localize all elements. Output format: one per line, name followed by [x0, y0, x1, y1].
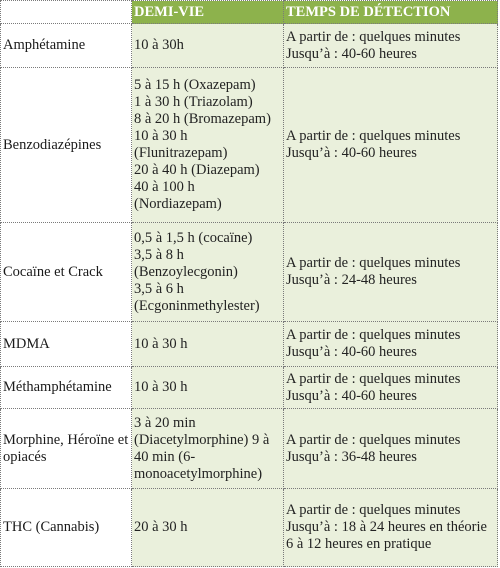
- detection-cell: [284, 68, 498, 223]
- table-row: [1, 24, 498, 68]
- half-life-cell: [132, 68, 284, 223]
- half-life-line: 0,5 à 1,5 h (cocaïne): [134, 229, 253, 246]
- detection-cell: [284, 489, 498, 567]
- detection-line: Jusqu’à : 36-48 heures: [286, 448, 417, 465]
- half-life-cell: [132, 409, 284, 489]
- detection-cell: [284, 367, 498, 409]
- half-life-cell: [132, 322, 284, 367]
- detection-line: Jusqu’à : 40-60 heures: [286, 45, 417, 62]
- half-life-line: 3,5 à 8 h (Benzoylecgonin): [134, 246, 238, 280]
- detection-line: A partir de : quelques minutes: [286, 327, 461, 343]
- detection-line: Jusqu’à : 40-60 heures: [286, 387, 417, 404]
- substance-cell: MDMA: [1, 322, 132, 367]
- table-row: [1, 489, 498, 567]
- detection-line: A partir de : quelques minutes: [286, 255, 461, 271]
- half-life-line: 3,5 à 6 h (Ecgoninmethylester): [134, 280, 260, 314]
- half-life-line: 3 à 20 min (Diacetylmorphine) 9 à 40 min (6-monoacetylmorphine): [134, 414, 270, 482]
- half-life-line: 5 à 15 h (Oxazepam): [134, 77, 256, 93]
- detection-cell: [284, 223, 498, 322]
- table-row: [1, 322, 498, 367]
- table-row: [1, 223, 498, 322]
- substance-cell: Méthamphétamine: [1, 367, 132, 409]
- detection-line: Jusqu’à : 40-60 heures: [286, 145, 417, 161]
- header-substance: [1, 1, 132, 24]
- substance-cell: Benzodiazépines: [1, 68, 132, 223]
- detection-cell: [284, 322, 498, 367]
- half-life-line: 10 à 30h: [134, 37, 184, 53]
- half-life-line: 10 à 30 h: [134, 379, 188, 395]
- detection-line: Jusqu’à : 18 à 24 heures en théorie 6 à 12 heures en pratique: [286, 519, 487, 552]
- detection-cell: [284, 24, 498, 68]
- half-life-line: 20 à 30 h: [134, 519, 188, 535]
- substance-cell: Cocaïne et Crack: [1, 223, 132, 322]
- header-detection-time: TEMPS DE DÉTECTION: [284, 1, 498, 24]
- detection-line: Jusqu’à : 40-60 heures: [286, 344, 417, 360]
- substance-cell: Amphétamine: [1, 24, 132, 68]
- detection-line: A partir de : quelques minutes: [286, 370, 461, 387]
- half-life-cell: [132, 24, 284, 68]
- table-row: [1, 68, 498, 223]
- detection-cell: [284, 409, 498, 489]
- half-life-line: 8 à 20 h (Bromazepam) 10 à 30 h (Flunitrazepam): [134, 111, 271, 161]
- detection-line: A partir de : quelques minutes: [286, 502, 461, 518]
- half-life-cell: [132, 367, 284, 409]
- half-life-line: 20 à 40 h (Diazepam): [134, 162, 260, 178]
- detection-line: A partir de : quelques minutes: [286, 128, 461, 144]
- half-life-cell: [132, 223, 284, 322]
- half-life-line: 1 à 30 h (Triazolam): [134, 94, 253, 110]
- header-half-life: DEMI-VIE: [132, 1, 284, 24]
- table-row: [1, 409, 498, 489]
- detection-line: A partir de : quelques minutes: [286, 431, 461, 448]
- table-header-row: [1, 1, 498, 24]
- detection-line: A partir de : quelques minutes: [286, 28, 461, 45]
- substance-cell: Morphine, Héroïne et opiacés: [1, 409, 132, 489]
- half-life-line: 10 à 30 h: [134, 335, 188, 352]
- substance-cell: THC (Cannabis): [1, 489, 132, 567]
- detection-line: Jusqu’à : 24-48 heures: [286, 272, 417, 288]
- half-life-cell: [132, 489, 284, 567]
- table-row: [1, 367, 498, 409]
- half-life-line: 40 à 100 h (Nordiazepam): [134, 179, 222, 212]
